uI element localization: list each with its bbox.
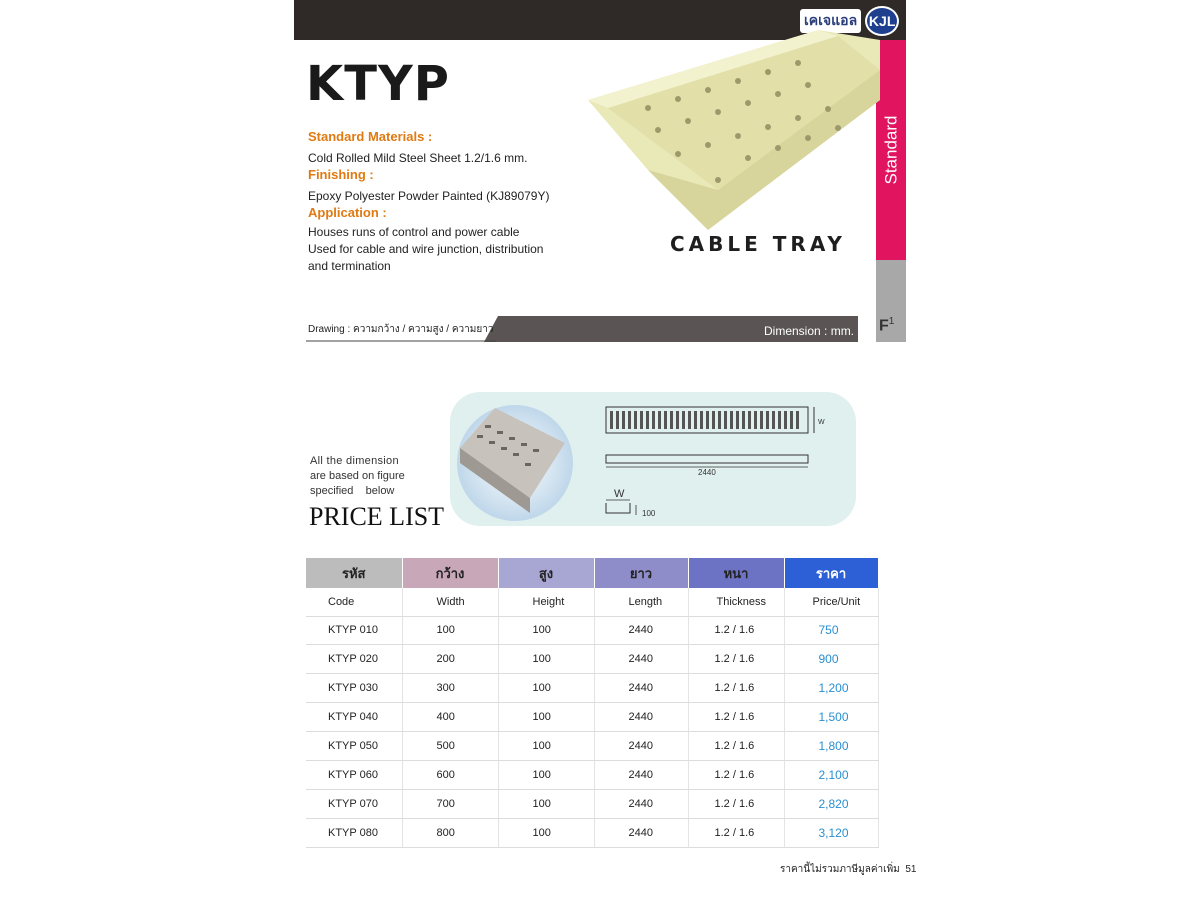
cell-price: 2,820 — [784, 789, 878, 818]
application-heading: Application : — [308, 205, 387, 220]
table-row — [306, 674, 878, 703]
materials-heading: Standard Materials : — [308, 129, 433, 144]
cell-width: 600 — [402, 760, 498, 789]
cell-thickness: 1.2 / 1.6 — [688, 616, 784, 645]
cell-length: 2440 — [594, 616, 688, 645]
header-length-th: ยาว — [594, 558, 688, 588]
table-row — [306, 645, 878, 674]
materials-text: Cold Rolled Mild Steel Sheet 1.2/1.6 mm. — [308, 151, 528, 165]
cell-code: KTYP 030 — [306, 674, 402, 703]
cell-price: 750 — [784, 616, 878, 645]
cell-price: 3,120 — [784, 818, 878, 847]
header-length: Length — [594, 588, 688, 616]
top-view-width-tag: W — [818, 419, 825, 426]
cell-height: 100 — [498, 674, 594, 703]
cell-price: 1,800 — [784, 732, 878, 761]
cell-price: 1,200 — [784, 674, 878, 703]
footer-note — [780, 862, 916, 877]
cell-thickness: 1.2 / 1.6 — [688, 703, 784, 732]
cell-length: 2440 — [594, 818, 688, 847]
brand-name: เคเจแอล — [800, 9, 861, 33]
cell-thickness: 1.2 / 1.6 — [688, 818, 784, 847]
dimension-unit-label: Dimension : mm. — [764, 324, 855, 338]
cell-code: KTYP 010 — [306, 616, 402, 645]
table-row — [306, 789, 878, 818]
section-letter — [879, 316, 894, 335]
cell-code: KTYP 050 — [306, 732, 402, 761]
table-header-english — [306, 588, 878, 616]
cell-length: 2440 — [594, 760, 688, 789]
tray-iso-view — [455, 403, 575, 523]
cell-price: 1,500 — [784, 703, 878, 732]
cable-tray-photo — [588, 30, 880, 230]
header-code: Code — [306, 588, 402, 616]
header-height-th: สูง — [498, 558, 594, 588]
cell-thickness: 1.2 / 1.6 — [688, 732, 784, 761]
product-title: KTYP — [306, 56, 450, 112]
cell-width: 100 — [402, 616, 498, 645]
cell-height: 100 — [498, 616, 594, 645]
cell-width: 800 — [402, 818, 498, 847]
brand-logo: KJL — [865, 6, 899, 36]
cell-height: 100 — [498, 645, 594, 674]
cell-length: 2440 — [594, 732, 688, 761]
cell-length: 2440 — [594, 703, 688, 732]
cell-price: 2,100 — [784, 760, 878, 789]
table-row — [306, 703, 878, 732]
section-height: 100 — [642, 509, 656, 518]
application-line: Houses runs of control and power cable — [308, 225, 520, 239]
header-price: Price/Unit — [784, 588, 878, 616]
footer-page-number: 51 — [905, 864, 917, 875]
cell-code: KTYP 070 — [306, 789, 402, 818]
cell-code: KTYP 020 — [306, 645, 402, 674]
cell-thickness: 1.2 / 1.6 — [688, 760, 784, 789]
cell-height: 100 — [498, 789, 594, 818]
section-letter-sup: 1 — [888, 316, 895, 327]
section-width-tag: W — [614, 488, 625, 500]
cell-width: 700 — [402, 789, 498, 818]
price-list-title: PRICE LIST — [309, 502, 445, 531]
finishing-text: Epoxy Polyester Powder Painted (KJ89079Y) — [308, 189, 550, 203]
cell-width: 500 — [402, 732, 498, 761]
finishing-heading: Finishing : — [308, 167, 374, 182]
cell-width: 200 — [402, 645, 498, 674]
table-row — [306, 732, 878, 761]
price-table — [306, 558, 878, 848]
cell-code: KTYP 080 — [306, 818, 402, 847]
cell-height: 100 — [498, 760, 594, 789]
cell-code: KTYP 040 — [306, 703, 402, 732]
cell-length: 2440 — [594, 645, 688, 674]
footer-vat-note: ราคานี้ไม่รวมภาษีมูลค่าเพิ่ม — [780, 864, 900, 875]
table-row — [306, 616, 878, 645]
section-letter-main: F — [879, 317, 889, 335]
cell-height: 100 — [498, 703, 594, 732]
header-thickness: Thickness — [688, 588, 784, 616]
table-row — [306, 760, 878, 789]
table-header-thai — [306, 558, 878, 588]
header-height: Height — [498, 588, 594, 616]
cell-thickness: 1.2 / 1.6 — [688, 674, 784, 703]
header-price-th: ราคา — [784, 558, 878, 588]
cell-thickness: 1.2 / 1.6 — [688, 645, 784, 674]
cell-width: 300 — [402, 674, 498, 703]
cell-code: KTYP 060 — [306, 760, 402, 789]
length-dimension: 2440 — [698, 468, 716, 477]
dimension-note-line: All the dimension — [310, 455, 399, 467]
header-width-th: กว้าง — [402, 558, 498, 588]
drawing-label: Drawing : ความกว้าง / ความสูง / ความยาว — [308, 324, 494, 335]
cable-tray-caption: CABLE TRAY — [670, 232, 846, 256]
cell-height: 100 — [498, 732, 594, 761]
dimension-note-line: are based on figure — [310, 470, 405, 482]
cell-length: 2440 — [594, 789, 688, 818]
dimension-note-line: specified below — [310, 485, 395, 497]
header-width: Width — [402, 588, 498, 616]
cell-width: 400 — [402, 703, 498, 732]
side-tab-label: Standard — [881, 115, 900, 185]
tray-technical-drawing — [600, 405, 840, 525]
header-code-th: รหัส — [306, 558, 402, 588]
header-thickness-th: หนา — [688, 558, 784, 588]
cell-length: 2440 — [594, 674, 688, 703]
application-line: Used for cable and wire junction, distribution — [308, 242, 544, 256]
table-row — [306, 818, 878, 847]
cell-price: 900 — [784, 645, 878, 674]
cell-thickness: 1.2 / 1.6 — [688, 789, 784, 818]
application-line: and termination — [308, 259, 391, 273]
cell-height: 100 — [498, 818, 594, 847]
